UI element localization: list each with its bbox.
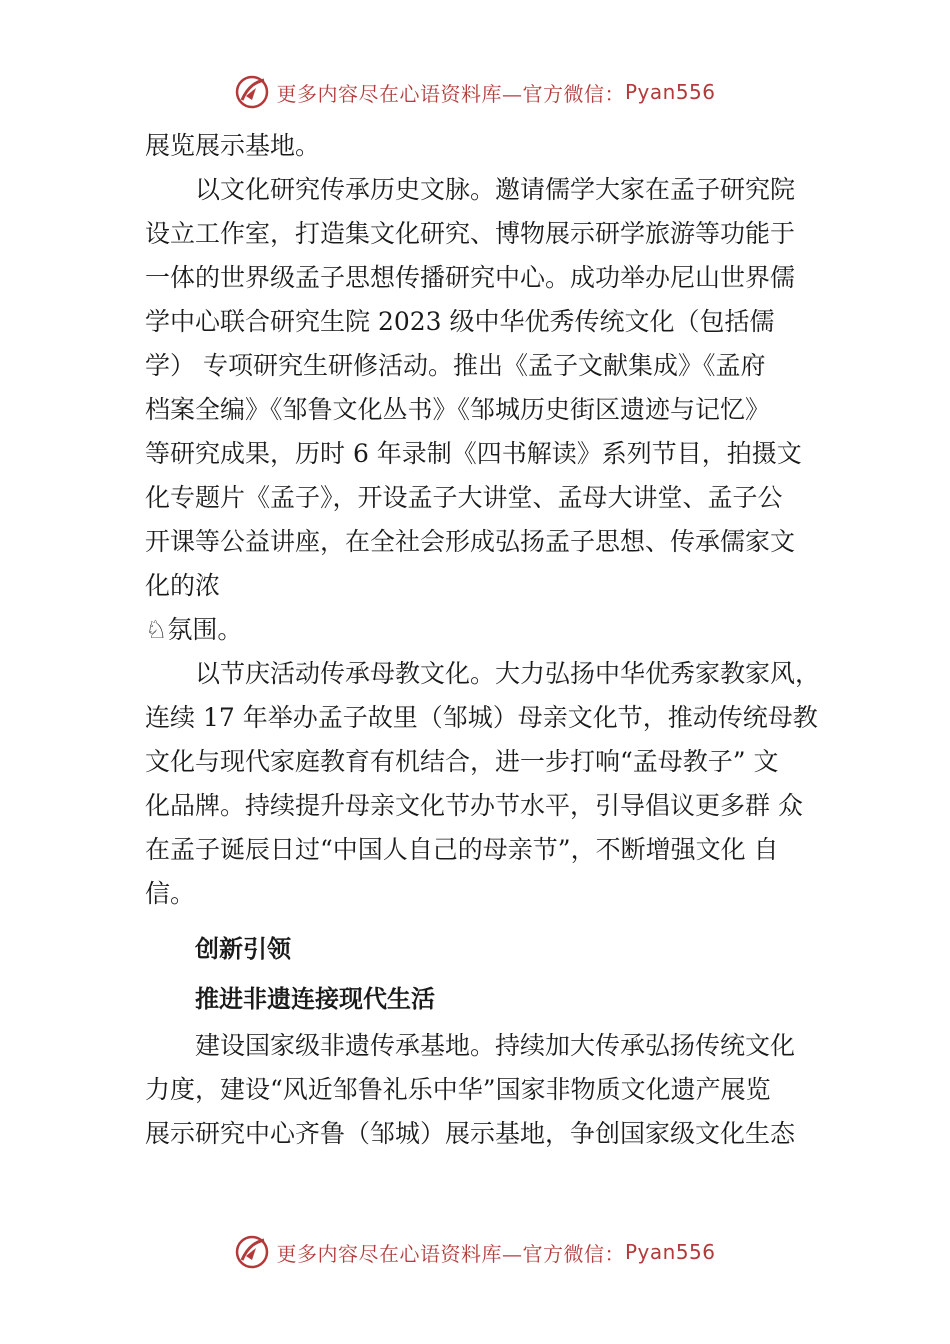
text-line: 信。 bbox=[145, 879, 196, 908]
seal-logo-icon bbox=[234, 74, 270, 110]
text-line: 连续 17 年举办孟子故里（邹城）母亲文化节，推动传统母教 bbox=[145, 703, 818, 732]
text-line: 展示研究中心齐鲁（邹城）展示基地，争创国家级文化生态 bbox=[145, 1119, 796, 1148]
bottom-banner bbox=[0, 1232, 950, 1272]
subsection-heading: 推进非遗连接现代生活 bbox=[195, 985, 435, 1013]
banner-wechat-id: Pyan556 bbox=[624, 1240, 716, 1264]
top-banner bbox=[0, 72, 950, 112]
text-line: 学） 专项研究生研修活动。推出《孟子文献集成》《孟府 bbox=[145, 351, 766, 380]
text-line: 建设国家级非遗传承基地。持续加大传承弘扬传统文化 bbox=[195, 1031, 796, 1060]
text-line: 档案全编》《邹鲁文化丛书》《邹城历史街区遗迹与记忆》 bbox=[145, 395, 771, 424]
text-line: 文化与现代家庭教育有机结合，进一步打响“孟母教子” 文 bbox=[145, 747, 779, 776]
text-line: 化品牌。持续提升母亲文化节办节水平，引导倡议更多群 众 bbox=[145, 791, 803, 820]
banner-text: 更多内容尽在心语资料库—官方微信： bbox=[276, 1241, 625, 1266]
text-line: 以文化研究传承历史文脉。邀请儒学大家在孟子研究院 bbox=[195, 175, 796, 204]
text-line: 开课等公益讲座，在全社会形成弘扬孟子思想、传承儒家文 bbox=[145, 527, 796, 556]
banner-text: 更多内容尽在心语资料库—官方微信： bbox=[276, 81, 625, 106]
text-line: ♘氛围。 bbox=[145, 615, 243, 644]
text-line: 一体的世界级孟子思想传播研究中心。成功举办尼山世界儒 bbox=[145, 263, 796, 292]
banner-wechat-id: Pyan556 bbox=[624, 80, 716, 104]
text-line: 展览展示基地。 bbox=[145, 131, 321, 160]
section-heading: 创新引领 bbox=[195, 935, 291, 963]
text-line: 以节庆活动传承母教文化。大力弘扬中华优秀家教家风， bbox=[195, 659, 821, 688]
text-line: 力度，建设“风近邹鲁礼乐中华”国家非物质文化遗产展览 bbox=[145, 1075, 771, 1104]
page-body bbox=[145, 124, 835, 1156]
text-line: 在孟子诞辰日过“中国人自己的母亲节”，不断增强文化 自 bbox=[145, 835, 779, 864]
text-line: 学中心联合研究生院 2023 级中华优秀传统文化（包括儒 bbox=[145, 307, 775, 336]
text-line: 化的浓 bbox=[145, 571, 221, 600]
seal-logo-icon bbox=[234, 1234, 270, 1270]
text-line: 设立工作室，打造集文化研究、博物展示研学旅游等功能于 bbox=[145, 219, 796, 248]
text-line: 化专题片《孟子》，开设孟子大讲堂、孟母大讲堂、孟子公 bbox=[145, 483, 783, 512]
text-line: 等研究成果，历时 6 年录制《四书解读》系列节目，拍摄文 bbox=[145, 439, 802, 468]
